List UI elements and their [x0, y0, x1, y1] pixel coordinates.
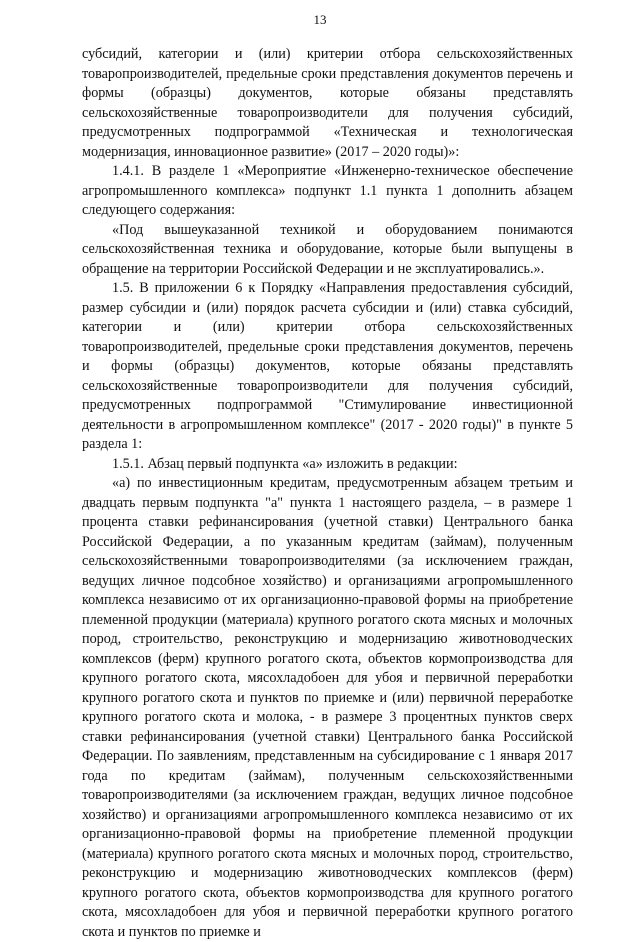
- paragraph-1-5-1: 1.5.1. Абзац первый подпункта «а» изложить в редакции:: [112, 455, 458, 472]
- paragraph-intro-continuation: субсидий, категории и (или) критерии отбора сельскохозяйственных товаропроизводителей, предельные сроки представления документов перечень и формы (образцы) документов, которые обязаны представлять сельскохозяйственные товаропроизводители для получения субсидий, предусмотренных подпрограммой «Техническая и технологическая модернизация, инновационное развитие» (2017 – 2020 годы)»:: [82, 46, 573, 160]
- document-body: [82, 45, 573, 942]
- paragraph-quote-equipment: «Под вышеуказанной техникой и оборудованием понимаются сельскохозяйственная техника и оборудование, которые были выпущены в обращение на территории Российской Федерации и не эксплуатировались.».: [82, 221, 573, 277]
- page-number: 13: [313, 12, 327, 27]
- paragraph-1-4-1: 1.4.1. В разделе 1 «Мероприятие «Инженерно-техническое обеспечение агропромышленного комплекса» подпункт 1.1 пункта 1 дополнить абзацем следующего содержания:: [82, 163, 573, 218]
- paragraph-subpoint-a: «а) по инвестиционным кредитам, предусмотренным абзацем третьим и двадцать первым подпункта "а" пункта 1 настоящего раздела, – в размере 1 процента ставки рефинансирования (учетной ставки) Центрального банка Российской Федерации, а по указанным кредитам (займам), полученным сельскохозяйственными товаропроизводителями (за исключением граждан, ведущих личное подсобное хозяйство) и организациями агропромышленного комплекса независимо от их организационно-правовой формы на приобретение племенной продукции (материала) крупного рогатого скота мясных и молочных пород, строительство, реконструкцию и модернизацию животноводческих комплексов (ферм) крупного рогатого скота, объектов кормопроизводства для крупного рогатого скота, мясохладобоен для убоя и первичной переработки крупного рогатого скота и пунктов по приемке и (или) первичной переработке крупного рогатого скота и молока, - в размере 3 процентных пунктов сверх ставки рефинансирования (учетной ставки) Центрального банка Российской Федерации. По заявлениям, представленным на субсидирование с 1 января 2017 года по кредитам (займам), полученным сельскохозяйственными товаропроизводителями (за исключением граждан, ведущих личное подсобное хозяйство) и организациями агропромышленного комплекса независимо от их организационно-правовой формы на приобретение племенной продукции (материала) крупного рогатого скота мясных и молочных пород, строительство, реконструкцию и модернизацию животноводческих комплексов (ферм) крупного рогатого скота, объектов кормопроизводства для крупного рогатого скота, мясохладобоен для убоя и первичной переработки крупного рогатого скота и пунктов по приемке и: [82, 475, 573, 940]
- paragraph-1-5: 1.5. В приложении 6 к Порядку «Направления предоставления субсидий, размер субсидии и (или) порядок расчета субсидии и (или) ставка субсидий, категории и (или) критерии отбора сельскохозяйственных товаропроизводителей, предельные сроки представления документов, перечень и формы (образцы) документов, которые обязаны представлять сельскохозяйственные товаропроизводители для получения субсидий, предусмотренных подпрограммой "Стимулирование инвестиционной деятельности в агропромышленном комплексе" (2017 - 2020 годы)" в пункте 5 раздела 1:: [82, 280, 573, 452]
